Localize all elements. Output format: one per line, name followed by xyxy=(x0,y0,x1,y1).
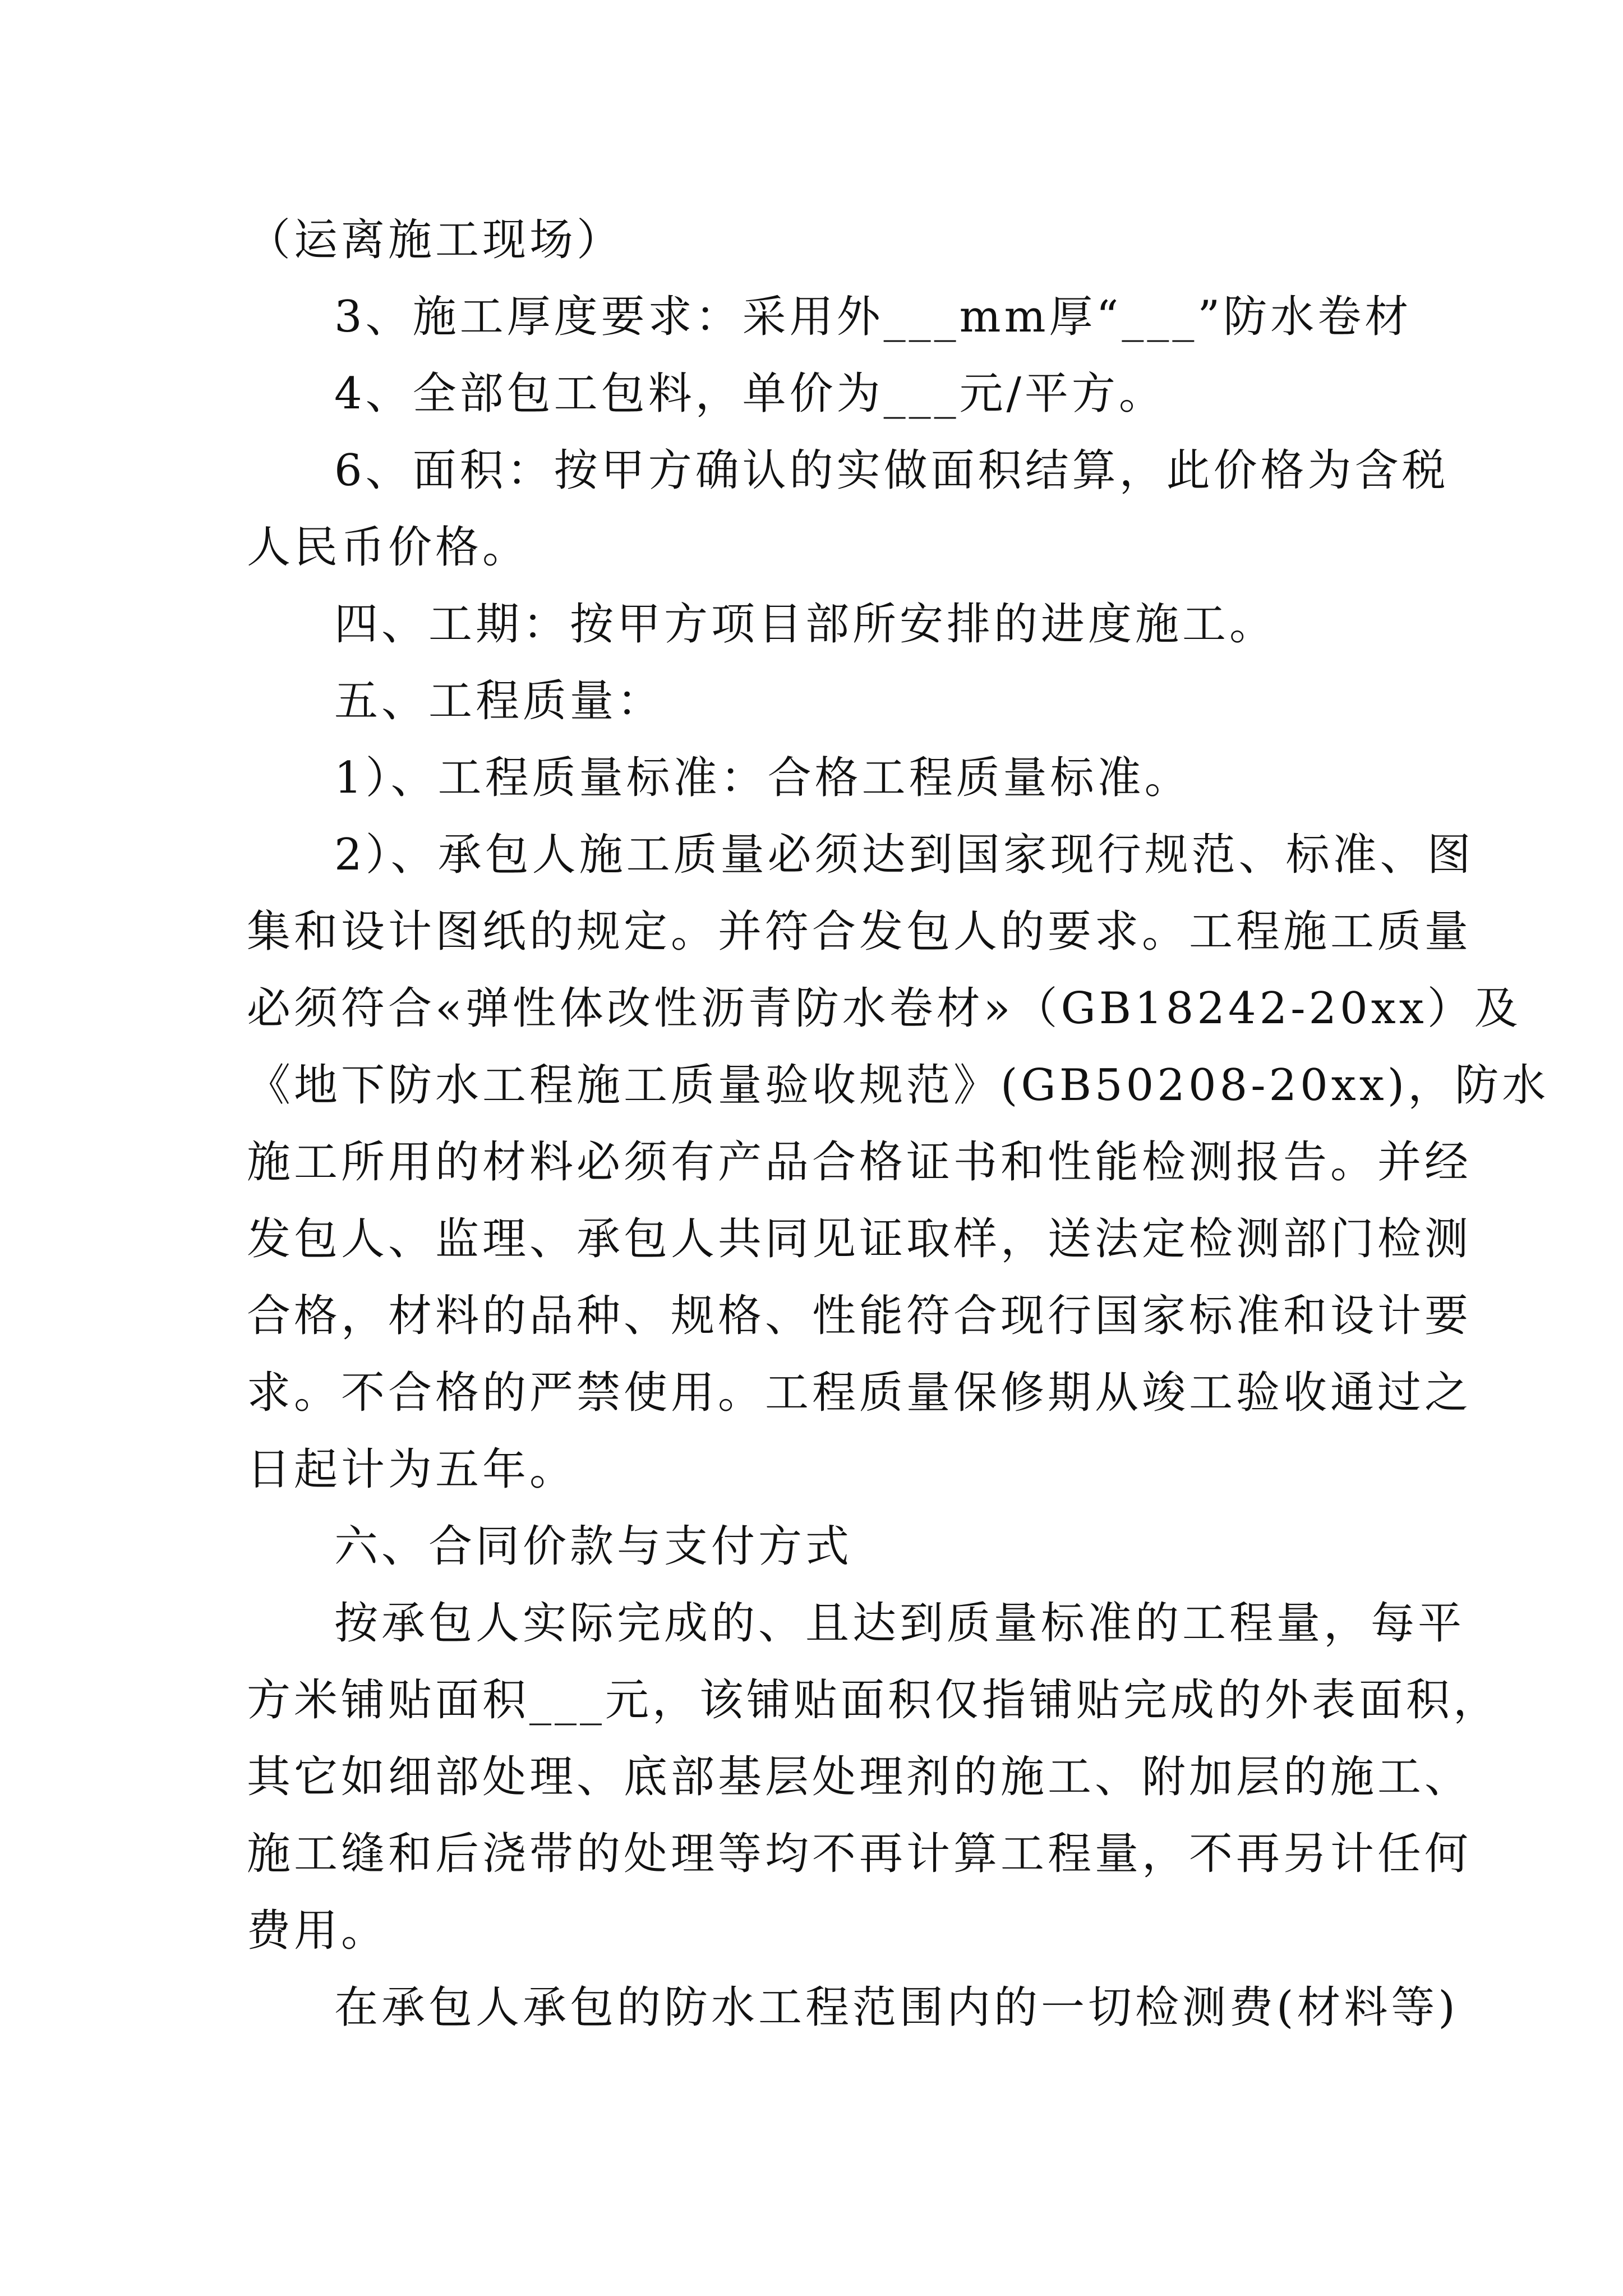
text-line: 日起计为五年。 xyxy=(247,1444,577,1495)
text-line: 4、全部包工包料，单价为___元/平方。 xyxy=(334,369,1166,419)
text-line: 施工缝和后浇带的处理等均不再计算工程量，不再另计任何 xyxy=(247,1829,1472,1879)
text-line: 求。不合格的严禁使用。工程质量保修期从竣工验收通过之 xyxy=(247,1368,1472,1418)
section-heading: 六、合同价款与支付方式 xyxy=(334,1521,853,1572)
text-line: 《地下防水工程施工质量验收规范》(GB50208-20xx)，防水 xyxy=(247,1060,1550,1111)
document-body xyxy=(247,202,1550,2046)
text-line: 其它如细部处理、底部基层处理剂的施工、附加层的施工、 xyxy=(247,1752,1472,1802)
section-heading: 五、工程质量： xyxy=(334,676,665,726)
text-line: 发包人、监理、承包人共同见证取样，送法定检测部门检测 xyxy=(247,1214,1472,1264)
text-line: 按承包人实际完成的、且达到质量标准的工程量，每平 xyxy=(334,1598,1465,1649)
text-line: 集和设计图纸的规定。并符合发包人的要求。工程施工质量 xyxy=(247,907,1472,957)
text-line: 合格，材料的品种、规格、性能符合现行国家标准和设计要 xyxy=(247,1291,1472,1341)
text-line: 施工所用的材料必须有产品合格证书和性能检测报告。并经 xyxy=(247,1137,1472,1188)
text-line: 方米铺贴面积___元，该铺贴面积仅指铺贴完成的外表面积， xyxy=(247,1675,1501,1726)
text-line: 人民币价格。 xyxy=(247,522,530,573)
text-line: 2）、承包人施工质量必须达到国家现行规范、标准、图 xyxy=(334,830,1474,880)
text-line: 必须符合«弹性体改性沥青防水卷材»（GB18242-20xx）及 xyxy=(247,983,1521,1034)
text-line: 3、施工厚度要求：采用外___mm厚“___”防水卷材 xyxy=(334,292,1412,342)
text-line: 费用。 xyxy=(247,1906,389,1956)
text-line: 在承包人承包的防水工程范围内的一切检测费(材料等) xyxy=(334,1982,1459,2033)
section-heading: 四、工期：按甲方项目部所安排的进度施工。 xyxy=(334,599,1277,650)
text-line: 6、面积：按甲方确认的实做面积结算，此价格为含税 xyxy=(334,445,1449,496)
text-line: （运离施工现场） xyxy=(247,215,624,265)
text-line: 1）、工程质量标准：合格工程质量标准。 xyxy=(334,753,1192,803)
